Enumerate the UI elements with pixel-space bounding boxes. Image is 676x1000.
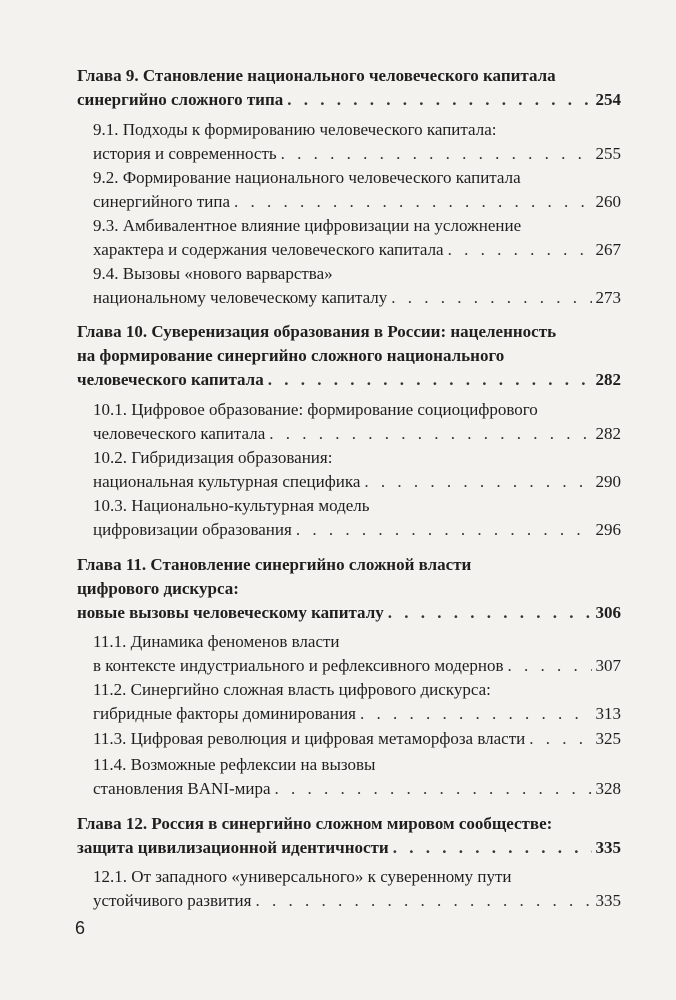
page-ref: 273 [595, 288, 621, 307]
page-ref: 282 [595, 424, 621, 443]
page-ref: 335 [595, 891, 621, 910]
page-ref: 255 [595, 144, 621, 163]
toc-section-12-1: 12.1. От западного «универсального» к суверенному пути устойчивого развития . . . 335 [93, 865, 621, 913]
toc-section-9-4: 9.4. Вызовы «нового варварства» национальному человеческому капиталу . . . 273 [93, 262, 621, 310]
toc-chapter-12: Глава 12. Россия в синергийно сложном мировом сообществе: защита цивилизационной идентичности . . . 335 [77, 812, 621, 860]
page-ref: 290 [595, 472, 621, 491]
toc-section-10-3: 10.3. Национально-культурная модель цифровизации образования . . . 296 [93, 494, 621, 542]
page-ref: 282 [595, 370, 621, 389]
toc-chapter-10: Глава 10. Суверенизация образования в России: нацеленность на формирование синергийно сложного национального человеческого капитала . . . 282 [77, 320, 621, 392]
toc-section-9-3: 9.3. Амбивалентное влияние цифровизации на усложнение характера и содержания человеческого капитала . . . 267 [93, 214, 621, 262]
toc-chapter-9: Глава 9. Становление национального человеческого капитала синергийно сложного типа . . . 254 [77, 64, 621, 112]
page-ref: 307 [595, 656, 621, 675]
toc-section-10-2: 10.2. Гибридизация образования: национальная культурная специфика . . . 290 [93, 446, 621, 494]
toc-section-10-1: 10.1. Цифровое образование: формирование социоцифрового человеческого капитала . . . 282 [93, 398, 621, 446]
page-ref: 296 [595, 520, 621, 539]
toc-chapter-11: Глава 11. Становление синергийно сложной власти цифрового дискурса: новые вызовы человеческому капиталу . . . 306 [77, 553, 621, 625]
toc-section-11-1: 11.1. Динамика феноменов власти в контексте индустриального и рефлексивного модернов . . . 307 [93, 630, 621, 678]
toc-section-9-1: 9.1. Подходы к формированию человеческого капитала: история и современность . . . 255 [93, 118, 621, 166]
toc-section-11-2: 11.2. Синергийно сложная власть цифрового дискурса: гибридные факторы доминирования . . . 313 [93, 678, 621, 726]
page-ref: 306 [595, 603, 621, 622]
toc-section-11-4: 11.4. Возможные рефлексии на вызовы становления BANI-мира . . . 328 [93, 753, 621, 801]
page-ref: 335 [595, 838, 621, 857]
page-ref: 313 [595, 704, 621, 723]
page-ref: 328 [595, 779, 621, 798]
page-ref: 325 [595, 729, 621, 748]
page-ref: 260 [595, 192, 621, 211]
toc-section-11-3: 11.3. Цифровая революция и цифровая метаморфоза власти . . . 325 [93, 727, 621, 751]
page-ref: 267 [595, 240, 621, 259]
page-ref: 254 [595, 90, 621, 109]
page-number: 6 [75, 918, 86, 938]
toc-section-9-2: 9.2. Формирование национального человеческого капитала синергийного типа . . . 260 [93, 166, 621, 214]
